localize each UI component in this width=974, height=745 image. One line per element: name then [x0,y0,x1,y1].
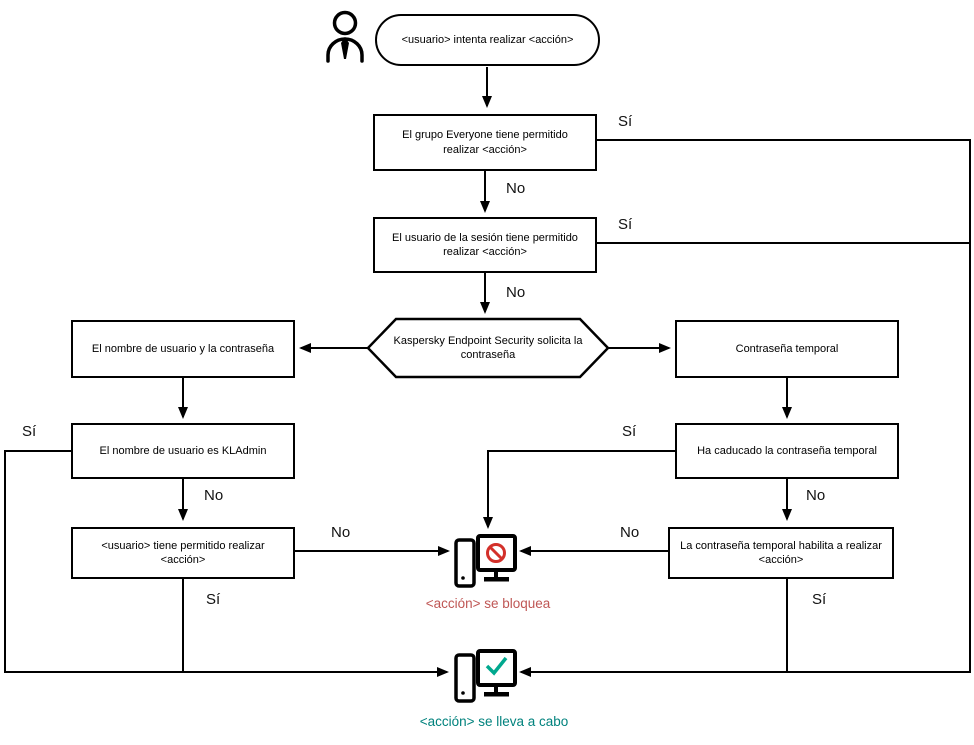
node-start: <usuario> intenta realizar <acción> [375,14,600,66]
result-performed-label: <acción> se lleva a cabo [419,714,569,729]
node-temp-enables: La contraseña temporal habilita a realizar <acción> [668,527,894,579]
node-user-permitted: <usuario> tiene permitido realizar <acción> [71,527,295,579]
edge-label-no-kladmin: No [204,487,224,504]
node-kes-prompt: Kaspersky Endpoint Security solicita la contraseña [393,334,583,361]
edge-label-yes-user-permitted: Sí [206,591,221,608]
action-blocked-icon [456,536,515,586]
node-everyone-group: El grupo Everyone tiene permitido realizar <acción> [373,114,597,171]
edge-label-no-temp-enables: No [620,524,640,541]
node-temp-password: Contraseña temporal [675,320,899,378]
user-icon [328,13,362,62]
action-performed-icon [456,651,515,701]
node-username-password: El nombre de usuario y la contraseña [71,320,295,378]
edge-label-yes-session: Sí [618,216,633,233]
result-blocked-label: <acción> se bloquea [425,596,551,611]
edge-label-yes-expired: Sí [622,423,637,440]
edge-label-yes-everyone: Sí [618,113,633,130]
edge-label-no-user-permitted: No [331,524,351,541]
edge-label-yes-temp-enables: Sí [812,591,827,608]
node-session-user: El usuario de la sesión tiene permitido realizar <acción> [373,217,597,273]
node-temp-expired: Ha caducado la contraseña temporal [675,423,899,479]
node-username-kladmin: El nombre de usuario es KLAdmin [71,423,295,479]
edge-label-no-session: No [506,284,526,301]
edge-label-no-expired: No [806,487,826,504]
edge-label-yes-kladmin: Sí [22,423,37,440]
edge-label-no-everyone: No [506,180,526,197]
